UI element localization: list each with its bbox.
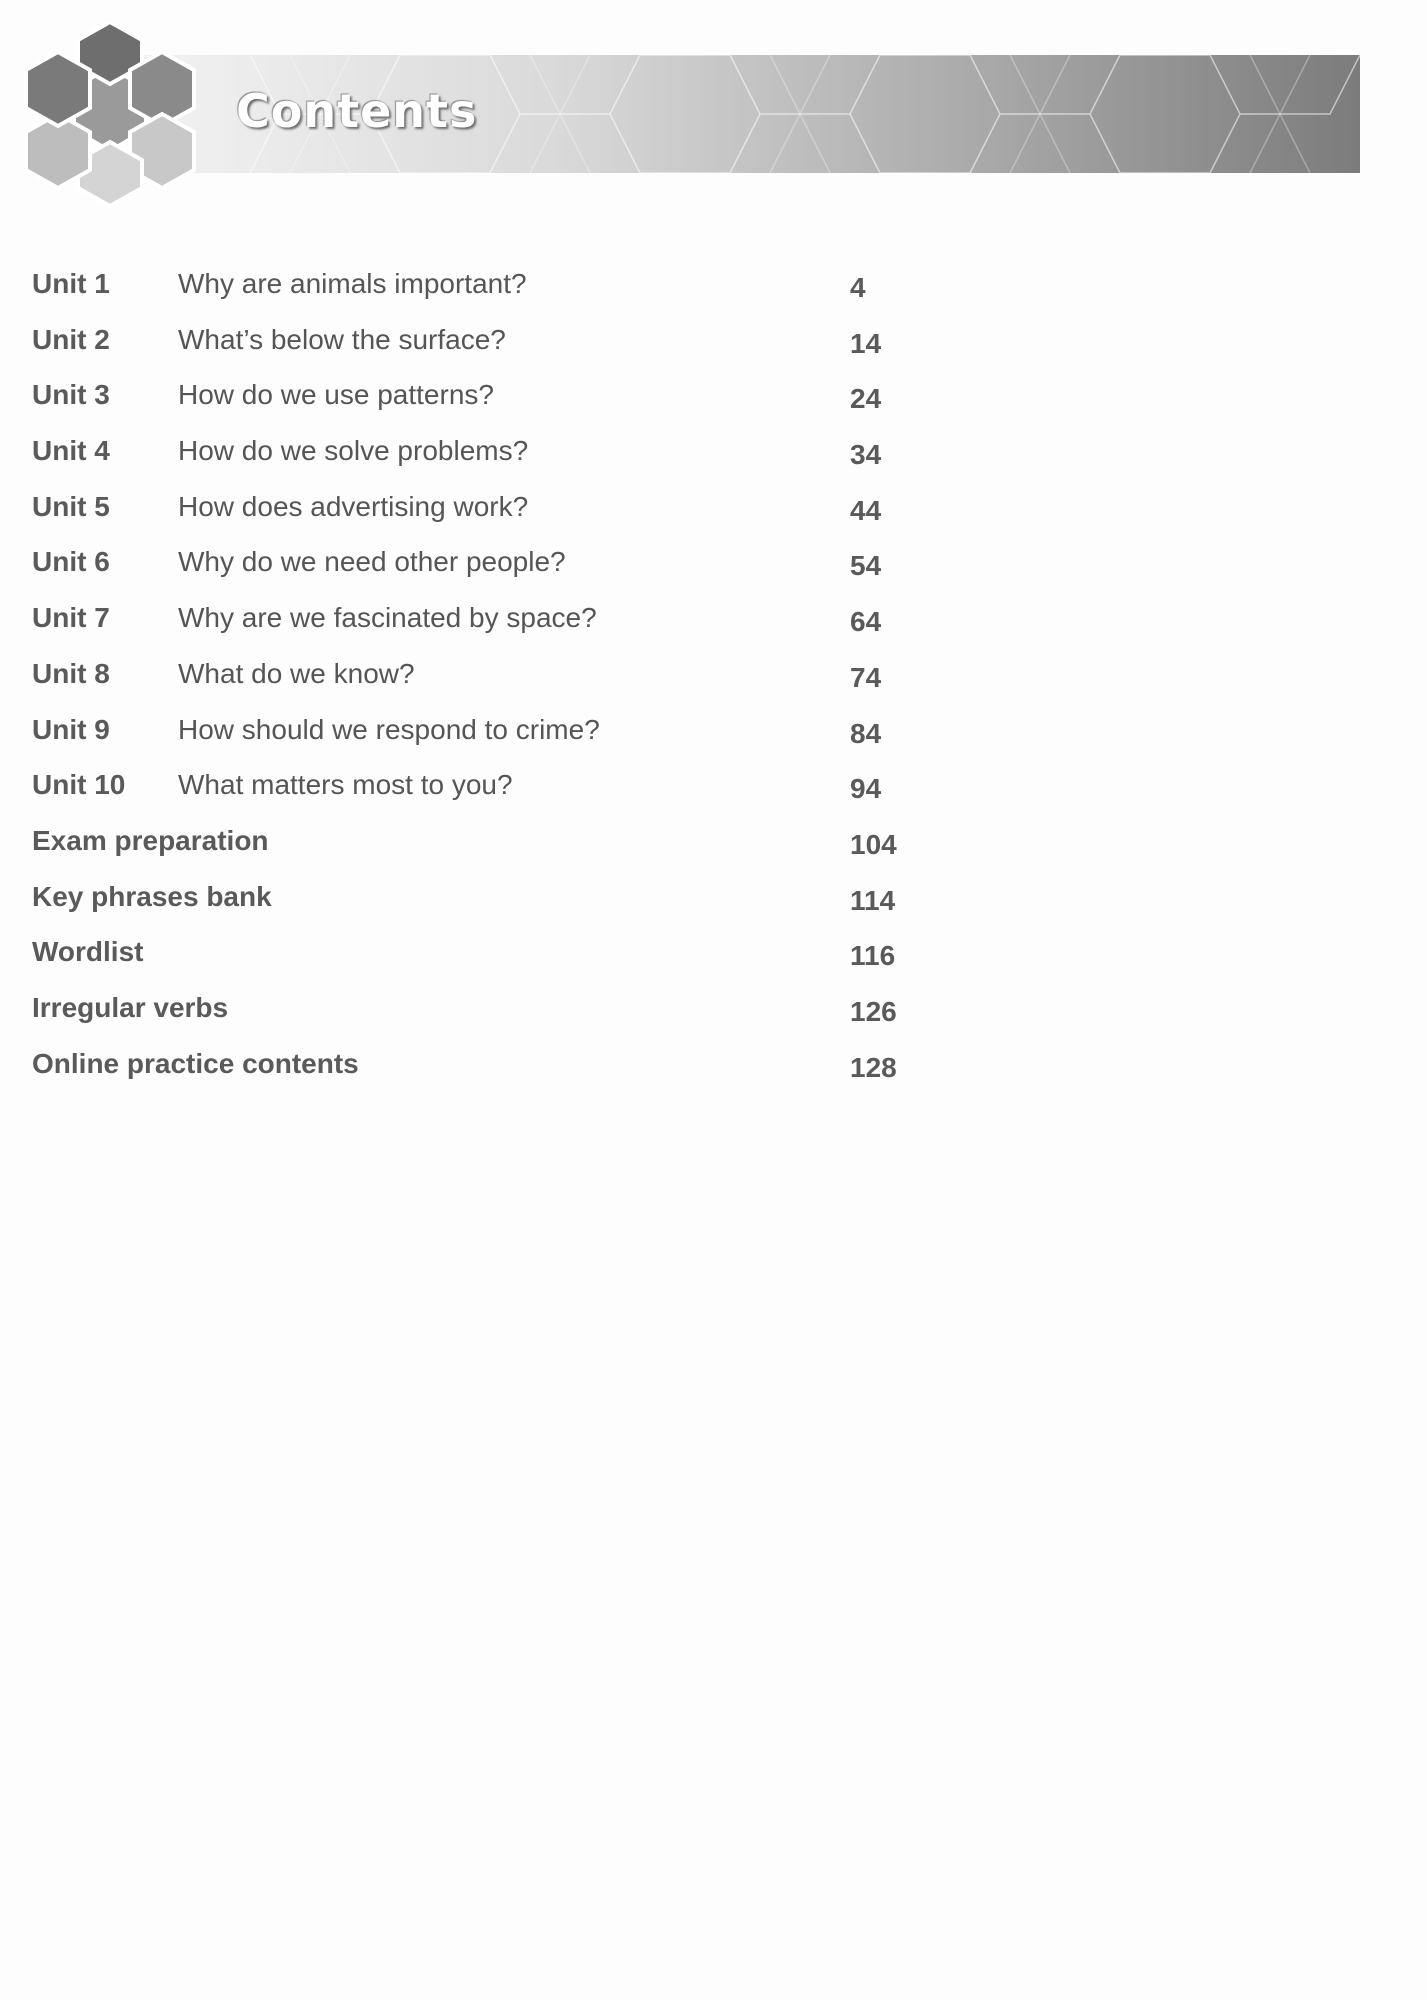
page-number: 104 [850,828,897,860]
unit-label: Unit 8 [32,657,110,689]
page-number: 84 [850,717,882,749]
unit-label: Unit 3 [32,379,110,411]
toc-row-online-practice-contents[interactable] [32,1042,932,1098]
unit-label: Unit 6 [32,546,110,578]
unit-label: Unit 4 [32,435,110,467]
toc-row-unit-3[interactable] [32,373,932,429]
unit-topic: Why are animals important? [178,268,527,299]
unit-topic: How do we solve problems? [178,435,529,467]
toc-row-exam-preparation[interactable] [32,819,932,875]
toc-row-unit-9[interactable] [32,708,932,764]
toc-row-unit-6[interactable] [32,540,932,596]
toc-row-irregular-verbs[interactable] [32,986,932,1042]
toc-row-unit-10[interactable] [32,763,932,819]
page-title: Contents [236,84,478,138]
toc-row-unit-5[interactable] [32,485,932,541]
unit-label: Unit 9 [32,713,110,745]
contents-table [32,262,932,1097]
page-number: 4 [850,272,866,303]
unit-topic: What do we know? [178,657,415,689]
unit-topic: Why do we need other people? [178,546,566,578]
page-number: 114 [850,884,896,916]
toc-row-unit-7[interactable] [32,596,932,652]
section-label: Irregular verbs [32,991,229,1023]
unit-label: Unit 2 [32,323,110,355]
page-number: 128 [850,1051,897,1083]
section-label: Key phrases bank [32,880,272,912]
page-number: 24 [850,383,882,415]
section-label: Wordlist [32,936,144,968]
page-number: 14 [850,327,882,359]
page-number: 116 [850,940,896,972]
toc-row-key-phrases-bank[interactable] [32,875,932,931]
toc-row-unit-1[interactable] [32,262,932,318]
page-number: 44 [850,494,882,526]
unit-topic: What’s below the surface? [178,323,506,355]
page-number: 74 [850,661,882,693]
unit-label: Unit 10 [32,769,126,801]
section-label: Online practice contents [32,1047,359,1079]
page-number: 54 [850,550,882,582]
toc-row-unit-4[interactable] [32,429,932,485]
unit-topic: Why are we fascinated by space? [178,602,597,634]
toc-row-unit-2[interactable] [32,318,932,374]
unit-topic: What matters most to you? [178,769,513,801]
unit-label: Unit 7 [32,602,110,634]
hexagon-cluster-icon [10,22,210,212]
page-number: 34 [850,439,882,471]
unit-label: Unit 5 [32,490,110,522]
unit-topic: How does advertising work? [178,490,529,522]
toc-row-unit-8[interactable] [32,652,932,708]
page-number: 64 [850,606,882,638]
unit-topic: How do we use patterns? [178,379,494,411]
unit-label: Unit 1 [32,268,110,299]
section-label: Exam preparation [32,824,269,856]
page-number: 94 [850,773,882,805]
unit-topic: How should we respond to crime? [178,713,600,745]
toc-row-wordlist[interactable] [32,930,932,986]
page-number: 126 [850,995,897,1027]
